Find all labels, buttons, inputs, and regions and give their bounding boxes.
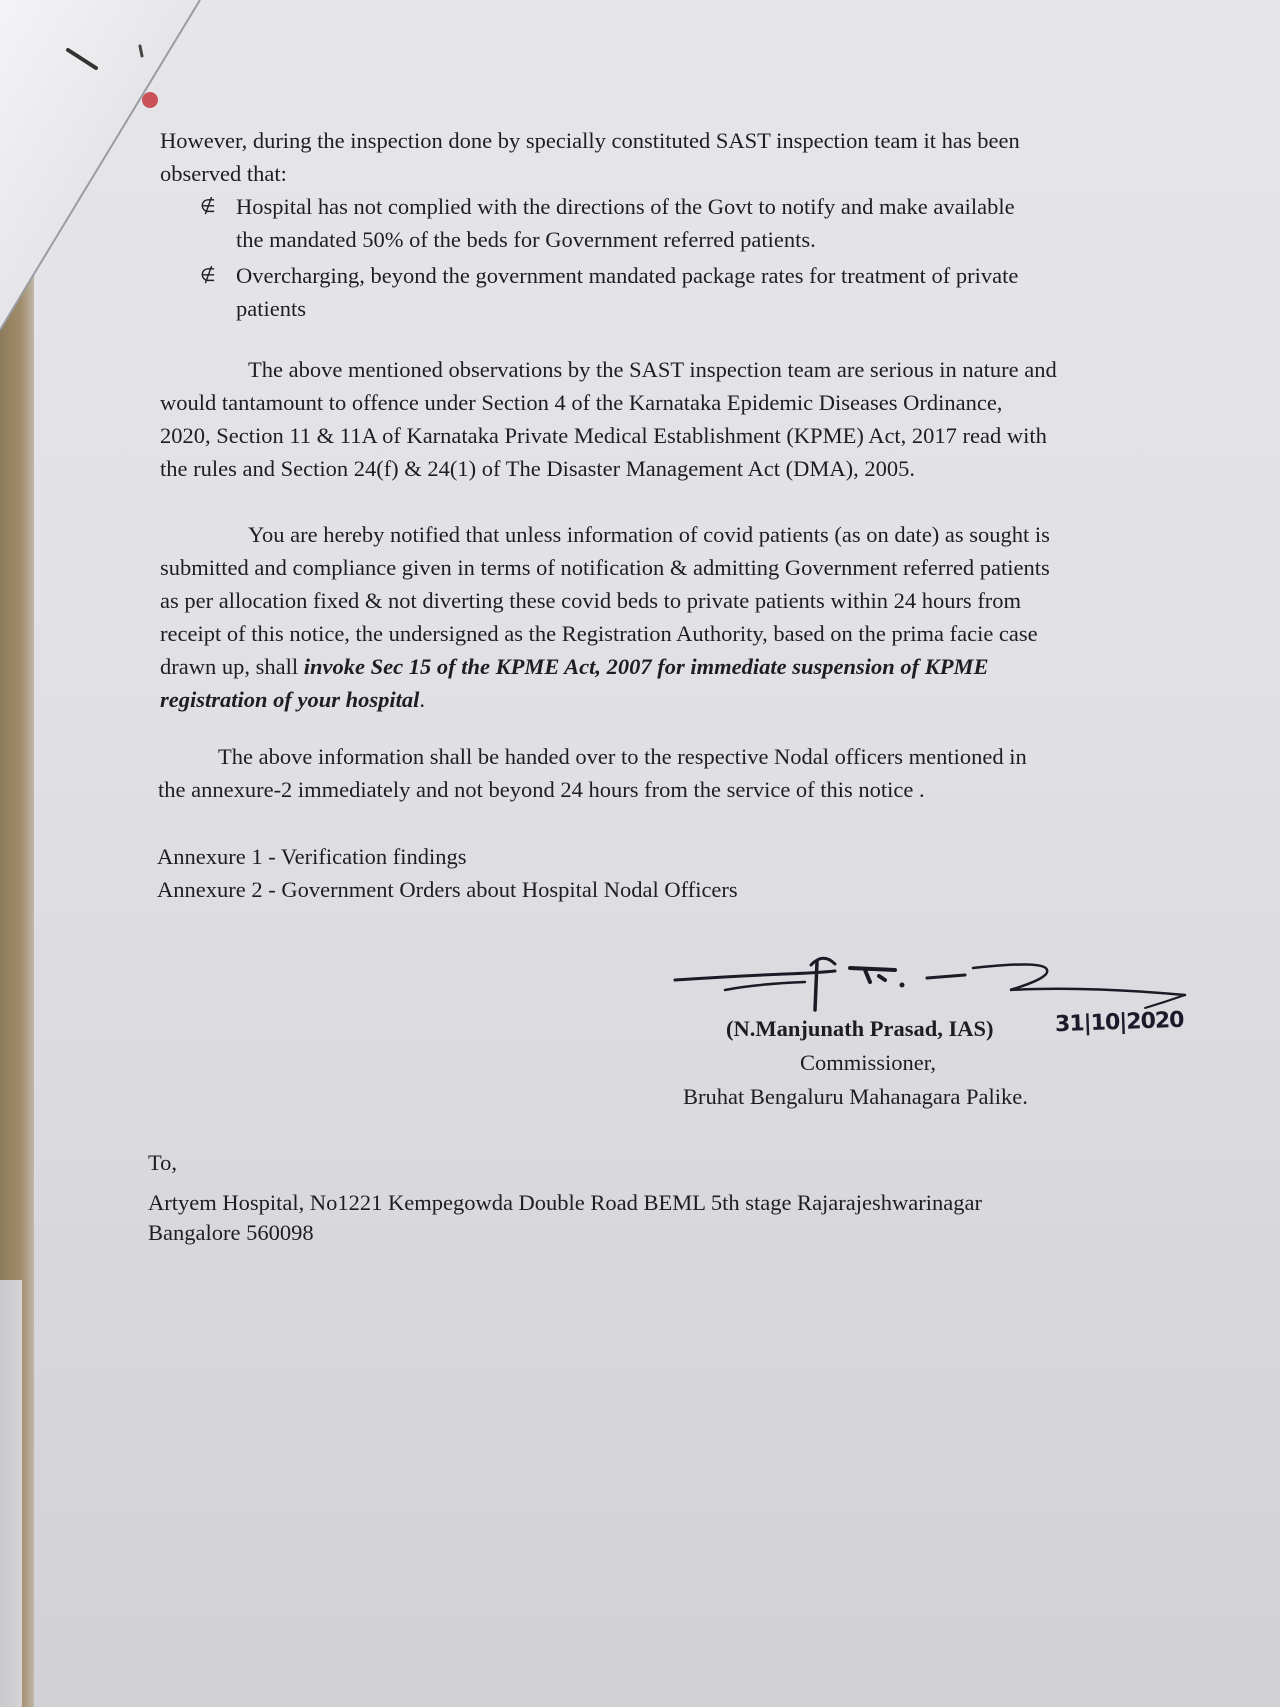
paragraph-line: receipt of this notice, the undersigned as the Registration Authority, based on the prima facie case <box>160 621 1038 646</box>
emphasis-text: registration of your hospital <box>160 687 420 712</box>
intro-line: However, during the inspection done by specially constituted SAST inspection team it has been <box>160 128 1020 153</box>
bullet-text <box>236 259 1150 325</box>
paragraph-line: as per allocation fixed & not diverting these covid beds to private patients within 24 hours from <box>160 588 1022 613</box>
paragraph-line <box>160 683 1150 716</box>
paragraph-line: would tantamount to offence under Section 4 of the Karnataka Epidemic Diseases Ordinance, <box>160 390 1003 415</box>
signatory-title: Commissioner, <box>800 1050 936 1075</box>
handwritten-date: 31|10|2020 <box>1054 1007 1184 1038</box>
intro-line: observed that: <box>160 161 287 186</box>
bullet-line: patients <box>236 296 306 321</box>
paragraph-line: You are hereby notified that unless information of covid patients (as on date) as sought is <box>248 522 1050 547</box>
bullet-item <box>200 190 1150 256</box>
signature <box>665 940 1205 1020</box>
paragraph-line <box>160 650 1150 683</box>
recipient-address-line: Bangalore 560098 <box>148 1220 314 1245</box>
annexure-list <box>157 840 957 906</box>
paragraph-line: The above mentioned observations by the SAST inspection team are serious in nature and <box>248 357 1057 382</box>
paragraph-line: 2020, Section 11 & 11A of Karnataka Private Medical Establishment (KPME) Act, 2017 read with <box>160 423 1047 448</box>
bullet-text <box>236 190 1150 256</box>
page-lower-edge <box>0 1280 22 1707</box>
bullet-item <box>200 259 1150 325</box>
paragraph-line: The above information shall be handed over to the respective Nodal officers mentioned in <box>218 744 1027 769</box>
paragraph-handover <box>158 740 1150 806</box>
signatory-name: (N.Manjunath Prasad, IAS) <box>726 1016 994 1041</box>
bullet-symbol: ∉ <box>200 265 216 286</box>
bullet-line: Overcharging, beyond the government mandated package rates for treatment of private <box>236 263 1019 288</box>
emphasis-text: invoke Sec 15 of the KPME Act, 2007 for immediate suspension of KPME <box>303 654 989 679</box>
paragraph-line: submitted and compliance given in terms of notification & admitting Government referred patients <box>160 555 1050 580</box>
plain-text: . <box>419 687 426 712</box>
paragraph-line: the annexure-2 immediately and not beyond 24 hours from the service of this notice . <box>158 777 925 802</box>
paragraph-notice <box>160 518 1150 716</box>
bullet-line: Hospital has not complied with the directions of the Govt to notify and make available <box>236 194 1015 219</box>
bullet-symbol: ∉ <box>200 196 216 217</box>
paragraph-line: the rules and Section 24(f) & 24(1) of The Disaster Management Act (DMA), 2005. <box>160 456 916 481</box>
annexure-item: Annexure 1 - Verification findings <box>157 844 467 869</box>
annexure-item: Annexure 2 - Government Orders about Hospital Nodal Officers <box>157 877 738 902</box>
bullet-line: the mandated 50% of the beds for Government referred patients. <box>236 227 816 252</box>
plain-text: drawn up, shall <box>160 654 304 679</box>
recipient-salutation: To, <box>148 1150 178 1175</box>
paragraph-observations <box>160 353 1150 485</box>
recipient-address-line: Artyem Hospital, No1221 Kempegowda Double Road BEML 5th stage Rajarajeshwarinagar <box>148 1190 982 1215</box>
signatory-organization: Bruhat Bengaluru Mahanagara Palike. <box>683 1084 1028 1109</box>
